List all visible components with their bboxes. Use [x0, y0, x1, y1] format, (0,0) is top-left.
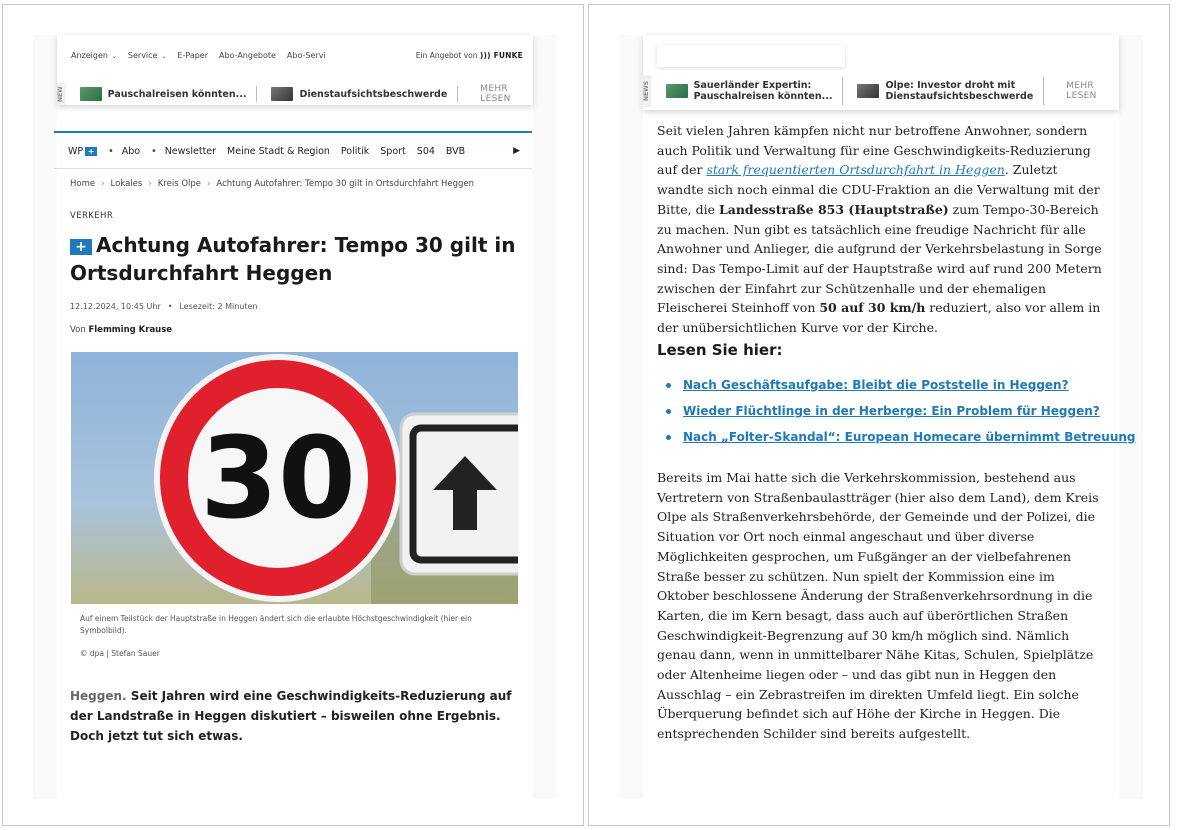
ticker-tag: NEWS [643, 75, 652, 107]
nav-meine-stadt[interactable]: Meine Stadt & Region [227, 145, 330, 157]
article-paragraph: Seit vielen Jahren kämpfen nicht nur betroffene Anwohner, sondern auch Politik und Verwaltung für eine Geschwindigkeits-Reduzierung auf der stark frequentierten Ortsdurchfahrt in Heggen. Zuletzt wandte sich noch einmal die CDU-Fraktion an die Verwaltung mit der Bitte, die Landesstraße 853 (Hauptstraße) zum Tempo-30-Bereich zu machen. Nun gibt es tatsächlich eine freudige Nachricht für alle Anwohner und Anlieger, die aufgrund der Verkehrsbelastung in Sorge sind: Das Tempo-Limit auf der Hauptstraße wird auf rund 200 Metern zwischen der Einfahrt zur Schützenhalle und der ehemaligen Fleischerei Steinhoff von 50 auf 30 km/h reduziert, also vor allem in der unübersichtlichen Kurve vor der Kirche. [657, 123, 1102, 336]
top-bar [643, 35, 1119, 110]
topnav-service[interactable]: Service ⌄ [127, 50, 167, 60]
article-author: Von Flemming Krause [70, 325, 173, 335]
dateline: Heggen. [70, 689, 127, 703]
breadcrumb-home[interactable]: Home [70, 179, 96, 189]
nav-newsletter[interactable]: Newsletter [164, 145, 217, 157]
nav-scroll-right-icon[interactable]: ▶ [513, 146, 520, 156]
chevron-down-icon: ⌄ [109, 52, 117, 60]
breadcrumb-lokales[interactable]: Lokales [110, 179, 143, 189]
read-more-item[interactable]: Wieder Flüchtlinge in der Herberge: Ein Problem für Heggen? [665, 403, 1136, 419]
breadcrumb [70, 179, 474, 189]
funke-logo: ))) FUNKE [479, 50, 523, 60]
topnav-anzeigen[interactable]: Anzeigen ⌄ [71, 50, 117, 60]
article-headline: + Achtung Autofahrer: Tempo 30 gilt in Ortsdurchfahrt Heggen [70, 233, 516, 285]
top-bar [57, 35, 533, 105]
article-kicker: VERKEHR [70, 211, 114, 221]
plus-icon: + [70, 239, 92, 255]
ticker-text: Dienstaufsichtsbeschwerde [299, 88, 448, 100]
speed-limit-sign-illustration [71, 352, 518, 604]
ticker-text: Pauschalreisen könnten... [107, 88, 247, 100]
search-input[interactable] [657, 45, 845, 67]
svg-text:30: 30 [200, 414, 356, 544]
ticker-item[interactable] [843, 77, 1044, 105]
divider [54, 168, 532, 169]
more-button[interactable]: MEHR LESEN [1066, 81, 1097, 101]
chevron-right-icon: › [148, 179, 152, 189]
ticker-thumbnail [857, 84, 879, 98]
more-button[interactable]: MEHR LESEN [480, 84, 511, 104]
separator-dot: • [108, 145, 114, 157]
plus-icon: + [85, 147, 97, 156]
news-ticker [57, 83, 533, 105]
nav-bvb[interactable]: BVB [445, 145, 466, 157]
ticker-item[interactable] [257, 86, 458, 102]
breadcrumb-current: Achtung Autofahrer: Tempo 30 gilt in Ortsdurchfahrt Heggen [216, 179, 475, 189]
ticker-tag: NEW [57, 83, 66, 105]
topnav-abo-angebote[interactable]: Abo-Angebote [219, 50, 276, 60]
ticker-text: Olpe: Investor droht mit Dienstaufsichtsbeschwerde [885, 80, 1034, 102]
chevron-down-icon: ⌄ [159, 52, 167, 60]
read-more-list [665, 377, 1136, 455]
ticker-text: Sauerländer Expertin: Pauschalreisen könnten... [693, 80, 833, 102]
ticker-item[interactable] [66, 86, 258, 102]
ticker-item[interactable] [652, 77, 844, 105]
top-navigation [71, 49, 523, 61]
funke-offer[interactable]: Ein Angebot von ))) FUNKE [415, 50, 523, 60]
read-more-heading: Lesen Sie hier: [657, 341, 783, 359]
nav-politik[interactable]: Politik [340, 145, 370, 157]
ticker-thumbnail [271, 87, 293, 101]
nav-abo[interactable]: Abo [121, 145, 141, 157]
image-credit: © dpa | Stefan Sauer [80, 649, 160, 658]
inline-link[interactable]: stark frequentierten Ortsdurchfahrt in Heggen [706, 162, 1005, 178]
hero-image[interactable] [71, 352, 518, 604]
read-more-item[interactable]: Nach Geschäftsaufgabe: Bleibt die Poststelle in Heggen? [665, 377, 1136, 393]
news-ticker [643, 75, 1119, 107]
reading-time: Lesezeit: 2 Minuten [179, 302, 258, 311]
nav-sport[interactable]: Sport [380, 145, 406, 157]
read-more-item[interactable]: Nach „Folter-Skandal“: European Homecare übernimmt Betreuung [665, 429, 1136, 445]
article-meta: 12.12.2024, 10:45 Uhr • Lesezeit: 2 Minuten [70, 302, 258, 311]
image-caption: Auf einem Teilstück der Hauptstraße in Heggen ändert sich die erlaubte Höchstgeschwindigkeit (hier ein Symbolbild). [80, 614, 472, 635]
article-date: 12.12.2024, 10:45 Uhr [70, 302, 161, 311]
article-lead: Heggen. Seit Jahren wird eine Geschwindigkeits-Reduzierung auf der Landstraße in Heggen diskutiert – bisweilen ohne Ergebnis. Doch jetzt tut sich etwas. [70, 689, 512, 743]
main-navigation [68, 142, 520, 160]
breadcrumb-kreis-olpe[interactable]: Kreis Olpe [157, 179, 201, 189]
chevron-right-icon: › [207, 179, 211, 189]
ticker-thumbnail [80, 87, 102, 101]
topnav-abo-service[interactable]: Abo-Servi [286, 50, 326, 60]
nav-accent-line [54, 131, 532, 133]
separator-dot: • [151, 145, 157, 157]
nav-wp-plus[interactable]: WP + [68, 146, 97, 157]
topnav-epaper[interactable]: E-Paper [177, 50, 209, 60]
author-name[interactable]: Flemming Krause [88, 325, 173, 335]
nav-s04[interactable]: S04 [416, 145, 435, 157]
article-paragraph: Bereits im Mai hatte sich die Verkehrskommission, bestehend aus Vertretern von Straßenbaulastträger (hier also dem Land), dem Kreis Olpe als Straßenverkehrsbehörde, der Gemeinde und der Polizei, die Situation vor Ort noch einmal angeschaut und über diverse Möglichkeiten gesprochen, um Fußgänger an der vielbefahrenen Straße besser zu schützen. Nun spielt der Kommission eine im Oktober beschlossene Änderung der Straßenverkehrsordnung in die Karten, die im Kern besagt, dass auch auf überörtlichen Straßen Geschwindigkeit-Begrenzung auf 30 km/h möglich sind. Nämlich genau dann, wenn in unmittelbarer Nähe Kitas, Schulen, Spielplätze oder Altenheime liegen oder – und das gibt nun in Heggen den Ausschlag – ein Zebrastreifen im direkten Umfeld liegt. Ein solche Überquerung befindet sich auf Höhe der Kirche in Heggen. Die entsprechenden Schilder sind bereits aufgestellt. [657, 470, 1099, 742]
ticker-thumbnail [666, 84, 688, 98]
chevron-right-icon: › [101, 179, 105, 189]
right-page [588, 4, 1170, 826]
